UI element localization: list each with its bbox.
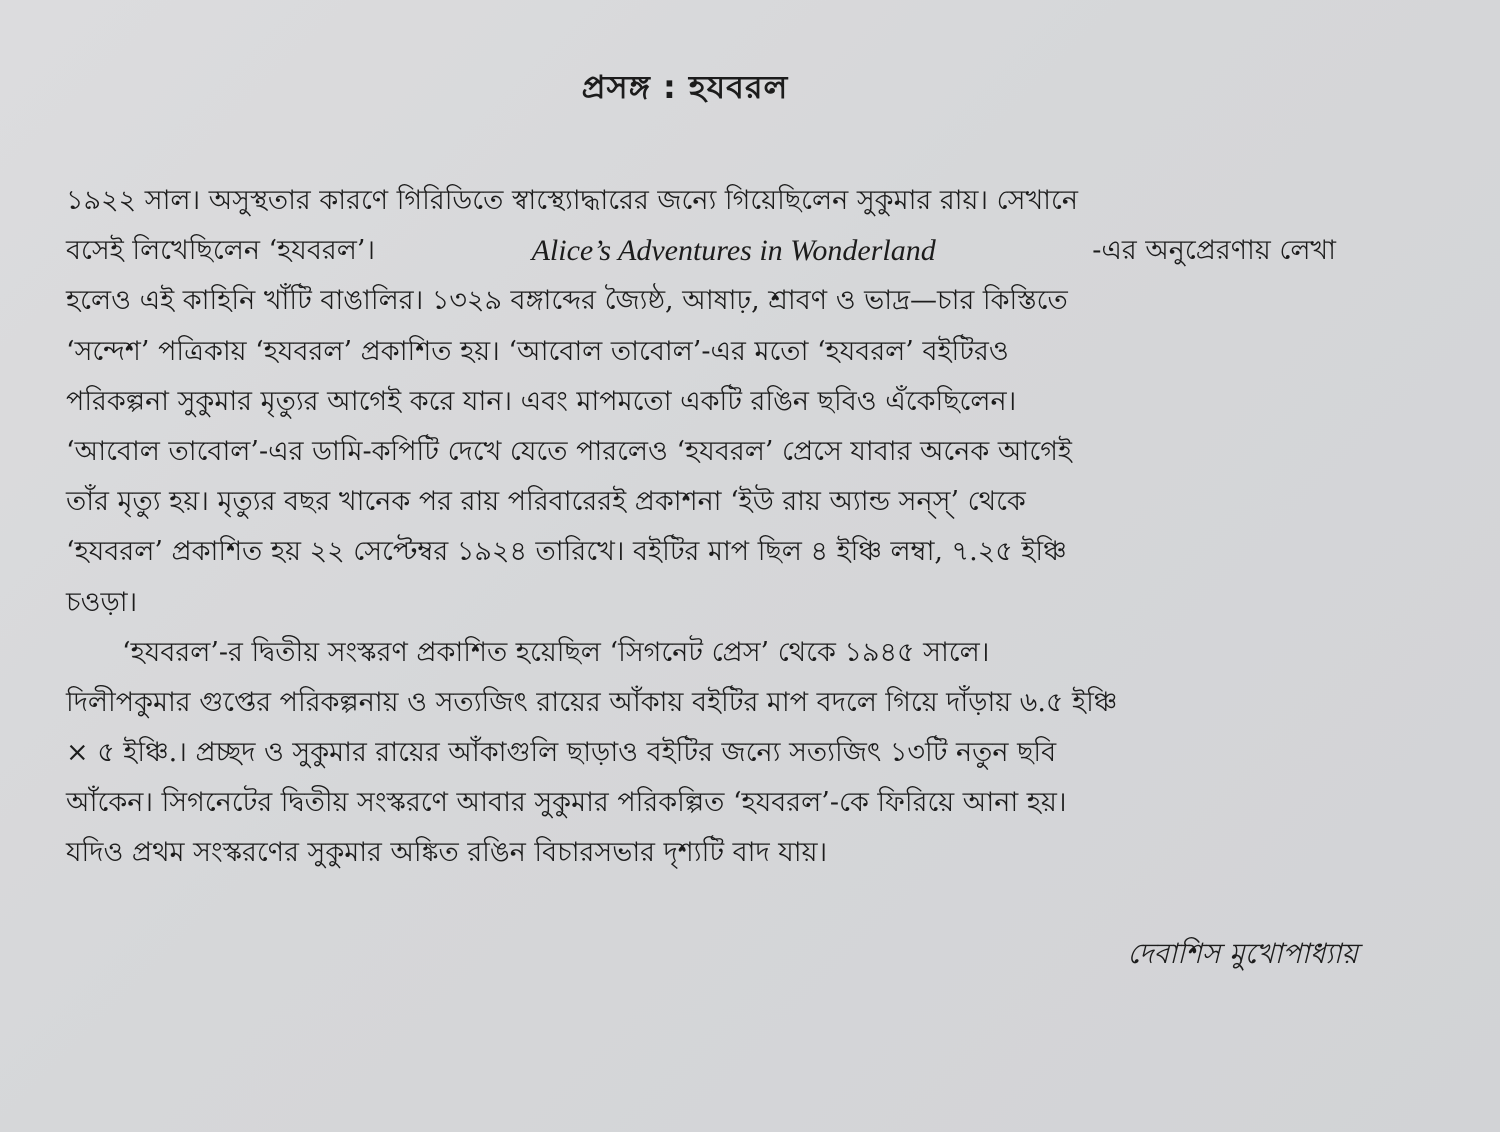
line-text: -এর অনুপ্রেরণায় লেখা [1092,235,1336,267]
paragraph-2-line-2 [66,678,1336,728]
paragraph-2-line-1 [66,628,1336,678]
line-text: বসেই লিখেছিলেন ‘হযবরল’। [66,235,376,267]
paragraph-1-line-1 [66,176,1336,226]
line-text: ‘সন্দেশ’ পত্রিকায় ‘হযবরল’ প্রকাশিত হয়। ‘আবোল তাবোল’-এর মতো ‘হযবরল’ বইটিরও [66,335,1009,367]
line-text: ‘হযবরল’-র দ্বিতীয় সংস্করণ প্রকাশিত হয়েছিল ‘সিগনেট প্রেস’ থেকে ১৯৪৫ সালে। [122,636,990,668]
line-text: ১৯২২ সাল। অসুস্থতার কারণে গিরিডিতে স্বাস্থ্যোদ্ধারের জন্যে গিয়েছিলেন সুকুমার রায়। সেখানে [66,185,1078,216]
paragraph-1-line-6 [66,427,1336,477]
line-text: × ৫ ইঞ্চি.। প্রচ্ছদ ও সুকুমার রায়ের আঁকাগুলি ছাড়াও বইটির জন্যে সত্যজিৎ ১৩টি নতুন ছবি [66,737,1057,769]
line-text: দিলীপকুমার গুপ্তের পরিকল্পনায় ও সত্যজিৎ রায়ের আঁকায় বইটির মাপ বদলে গিয়ে দাঁড়ায় ৬.৫ ইঞ্চি [66,686,1118,718]
line-text: হলেও এই কাহিনি খাঁটি বাঙালির। ১৩২৯ বঙ্গাব্দের জ্যৈষ্ঠ, আষাঢ়, শ্রাবণ ও ভাদ্র—চার কিস্তিতে [66,285,1068,317]
paragraph-1-line-8 [66,527,1336,577]
line-text: যদিও প্রথম সংস্করণের সুকুমার অঙ্কিত রঙিন বিচারসভার দৃশ্যটি বাদ যায়। [66,837,828,869]
line-text: পরিকল্পনা সুকুমার মৃত্যুর আগেই করে যান। এবং মাপমতো একটি রঙিন ছবিও এঁকেছিলেন। [66,385,1017,417]
book-title-english: Alice’s Adventures in Wonderland [531,234,936,268]
paragraph-1-line-7 [66,477,1336,527]
line-text: ‘হযবরল’ প্রকাশিত হয় ২২ সেপ্টেম্বর ১৯২৪ তারিখে। বইটির মাপ ছিল ৪ ইঞ্চি লম্বা, ৭.২৫ ইঞ্চি [66,536,1067,568]
paragraph-1-line-3 [66,276,1336,326]
paragraph-1-line-4 [66,327,1336,377]
line-text: তাঁর মৃত্যু হয়। মৃত্যুর বছর খানেক পর রায় পরিবারেরই প্রকাশনা ‘ইউ রায় অ্যান্ড সন্স্’ থেকে [66,486,1026,518]
paragraph-1-line-2 [66,226,1336,276]
paragraph-2-line-3 [66,728,1336,778]
paragraph-1-line-9 [66,578,1336,628]
line-text: ‘আবোল তাবোল’-এর ডামি-কপিটি দেখে যেতে পারলেও ‘হযবরল’ প্রেসে যাবার অনেক আগেই [66,435,1072,467]
paragraph-2-line-5 [66,828,1336,878]
author-signature: দেবাশিস মুখোপাধ্যায় [1127,937,1358,970]
line-text: আঁকেন। সিগনেটের দ্বিতীয় সংস্করণে আবার সুকুমার পরিকল্পিত ‘হযবরল’-কে ফিরিয়ে আনা হয়। [66,787,1067,819]
body-text [66,176,1336,879]
paragraph-2-line-4 [66,778,1336,828]
line-text: চওড়া। [66,586,138,618]
page-title: প্রসঙ্গ : হযবরল [581,68,789,106]
paragraph-1-line-5 [66,377,1336,427]
